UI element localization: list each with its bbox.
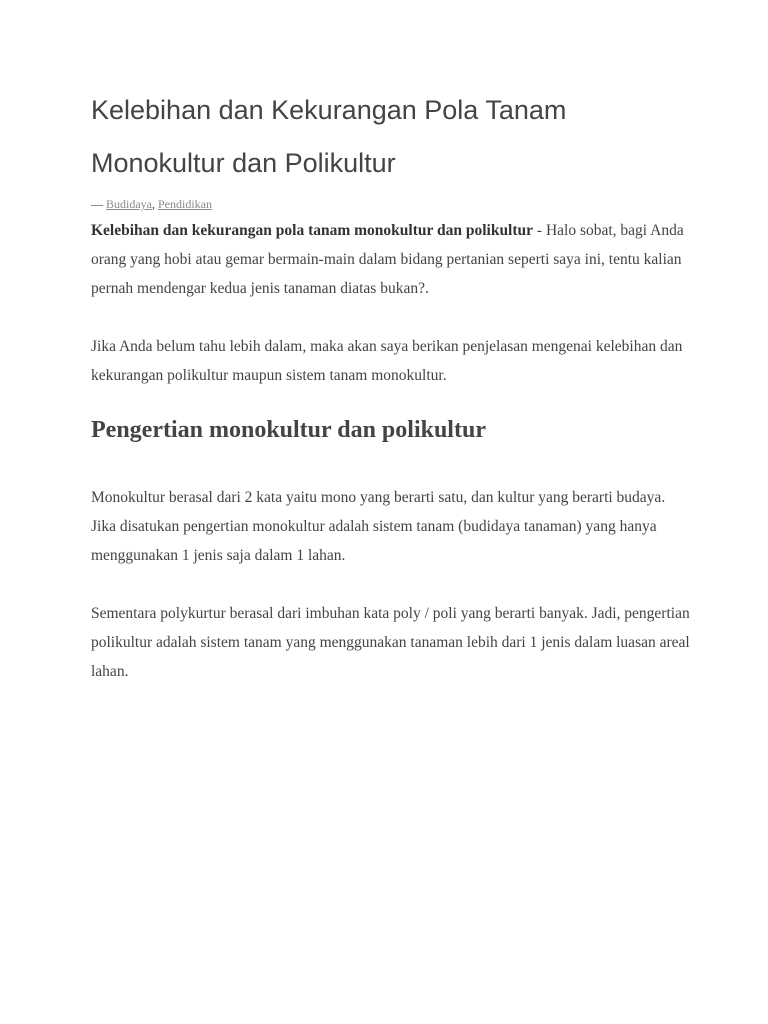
intro-paragraph bbox=[91, 216, 691, 303]
article-title bbox=[91, 84, 691, 190]
article-meta bbox=[91, 196, 691, 212]
article bbox=[91, 84, 691, 686]
category-link-budidaya[interactable]: Budidaya bbox=[106, 197, 152, 211]
article-title-line-1: Kelebihan dan Kekurangan Pola Tanam bbox=[91, 95, 567, 125]
intro-bold-lead: Kelebihan dan kekurangan pola tanam monokultur dan polikultur bbox=[91, 222, 534, 239]
meta-dash: — bbox=[91, 197, 106, 211]
intro-text: - Halo sobat, bagi Anda orang yang hobi atau gemar bermain-main dalam bidang pertanian seperti saya ini, tentu kalian pernah mendengar kedua jenis tanaman diatas bukan?. bbox=[91, 222, 684, 297]
paragraph-4: Sementara polykurtur berasal dari imbuhan kata poly / poli yang berarti banyak. Jadi, pengertian polikultur adalah sistem tanam yang menggunakan tanaman lebih dari 1 jenis dalam luasan areal lahan. bbox=[91, 605, 690, 680]
meta-separator: , bbox=[152, 197, 158, 211]
section-heading: Pengertian monokultur dan polikultur bbox=[91, 417, 486, 443]
article-title-line-2: Monokultur dan Polikultur bbox=[91, 148, 396, 178]
paragraph-2: Jika Anda belum tahu lebih dalam, maka akan saya berikan penjelasan mengenai kelebihan dan kekurangan polikultur maupun sistem tanam monokultur. bbox=[91, 338, 683, 384]
paragraph-3: Monokultur berasal dari 2 kata yaitu mono yang berarti satu, dan kultur yang berarti budaya. Jika disatukan pengertian monokultur adalah sistem tanam (budidaya tanaman) yang hanya menggunakan 1 jenis saja dalam 1 lahan. bbox=[91, 489, 666, 564]
category-link-pendidikan[interactable]: Pendidikan bbox=[158, 197, 212, 211]
